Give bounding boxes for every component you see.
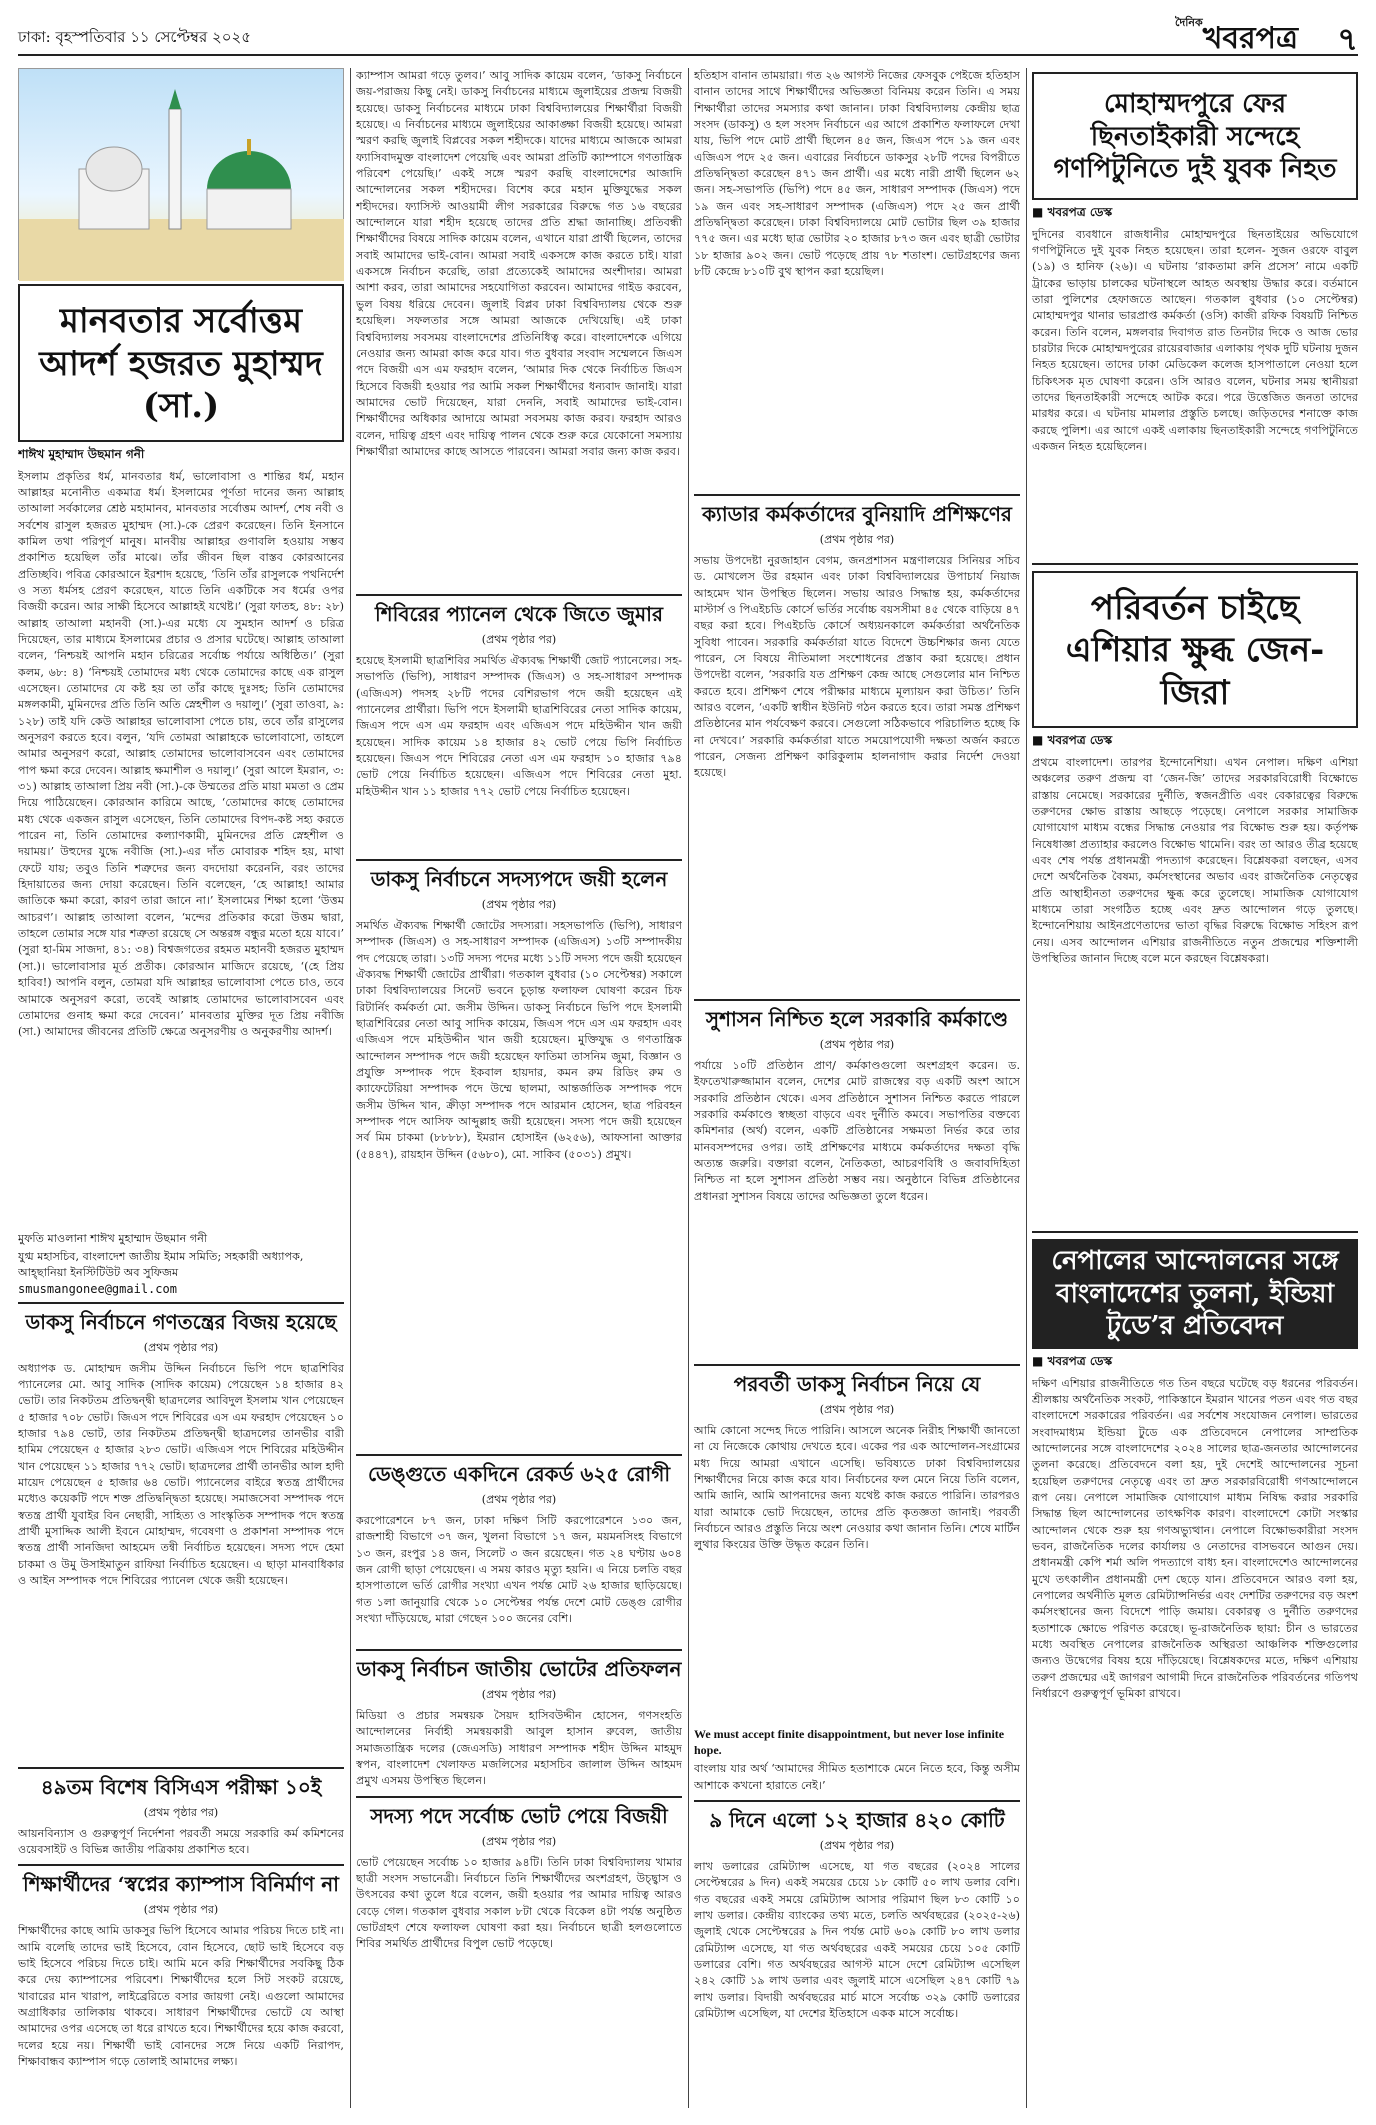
article-headline: মোহাম্মদপুরে ফের ছিনতাইকারী সন্দেহে গণপিটুনিতে দুই যুবক নিহত (1053, 89, 1337, 184)
article-body-continued: বাংলায় যার অর্থ ‘আমাদের সীমিত হতাশাকে মেনে নিতে হবে, কিন্তু অসীম আশাকে কখনো হারাতে নেই।’ (694, 1762, 1020, 1792)
article-headline: ডাকসু নির্বাচন জাতীয় ভোটের প্রতিফলন (356, 1657, 682, 1681)
article-body: সমর্থিত ঐক্যবদ্ধ শিক্ষার্থী জোটের সদস্যরা। সহসভাপতি (ভিপি), সাধারণ সম্পাদক (জিএস) ও সহ-সাধারণ সম্পাদক (এজিএস) ১৩টি সম্পাদকীয় পদ পেয়েছে তারা। ১৩টি সদস্য পদের মধ্যে ১১টি সদস্য পদে জয়ী হয়েছেন ঐক্যবদ্ধ শিক্ষার্থী জোটের প্রার্থীরা। গতকাল বুধবার (১০ সেপ্টেম্বর) সকালে ঢাকা বিশ্ববিদ্যালয়ের সিনেট ভবনে চূড়ান্ত ফলাফল ঘোষণা করেন চিফ রিটার্নিং কর্মকর্তা মো. জসীম উদ্দিন। ডাকসু নির্বাচনে ভিপি পদে ইসলামী ছাত্রশিবিরের নেতা আবু সাদিক কায়েম, জিএস পদে এস এম ফরহাদ এবং এজিএস পদে মহিউদ্দীন খান জয়ী হয়েছেন। মুক্তিযুদ্ধ ও গণতান্ত্রিক আন্দোলন সম্পাদক পদে জয়ী হয়েছেন ফাতিমা তাসনিম জুমা, বিজ্ঞান ও প্রযুক্তি সম্পাদক পদে ইকবাল হায়দার, কমন রুম রিডিং রুম ও ক্যাফেটেরিয়া সম্পাদক পদে উম্মে ছালমা, আন্তর্জাতিক সম্পাদক পদে জসীম উদ্দিন খান, ক্রীড়া সম্পাদক পদে আরমান হোসেন, ছাত্র পরিবহন সম্পাদক পদে আসিফ আব্দুল্লাহ জয়ী হয়েছেন। সদস্য পদে জয়ী হয়েছেন সর্ব মিম চাকমা (৮৮৮৮), ইমরান হোসাইন (৬২৫৬), আফসানা আক্তার (৫৪৪৭), রায়হান উদ্দিন (৫৬৮০), মো. সাকিব (৫০৩১) প্রমুখ। (356, 919, 682, 1161)
article-headline: পরিবর্তন চাইছে এশিয়ার ক্ষুব্ধ জেন-জিরা (1065, 587, 1325, 713)
article-headline: নেপালের আন্দোলনের সঙ্গে বাংলাদেশের তুলনা, ইন্ডিয়া টুডে’র প্রতিবেদন (1032, 1239, 1358, 1349)
article-campus-quote (356, 68, 682, 588)
article-headline: ৯ দিনে এলো ১২ হাজার ৪২০ কোটি (709, 1808, 1005, 1833)
page-header (18, 12, 1358, 56)
article-body: দক্ষিণ এশিয়ার রাজনীতিতে গত তিন বছরে ঘটেছে বড় ধরনের পরিবর্তন। শ্রীলঙ্কায় অর্থনৈতিক সংকট, পাকিস্তানে ইমরান খানের পতন এবং গত বছর বাংলাদেশে সরকারের পরিবর্তন। এর সর্বশেষ সংযোজন নেপাল। ভারতের সংবাদমাধ্যম ইন্ডিয়া টুডে এক প্রতিবেদনে নেপালের সাম্প্রতিক আন্দোলনের সঙ্গে বাংলাদেশের ২০২৪ সালের ছাত্র-জনতার আন্দোলনের তুলনা করেছে। প্রতিবেদনে বলা হয়, দুই দেশেই আন্দোলনের সূচনা হয়েছিল তরুণদের নেতৃত্বে এবং তা দ্রুত সরকারবিরোধী গণআন্দোলনে রূপ নেয়। নেপালে সামাজিক যোগাযোগ মাধ্যম নিষিদ্ধ করার সরকারি সিদ্ধান্ত ছিল আন্দোলনের তাৎক্ষণিক কারণ। বাংলাদেশে কোটা সংস্কার আন্দোলন থেকে শুরু হয় গণঅভ্যুত্থান। নেপালে বিক্ষোভকারীরা সংসদ ভবন, রাজনৈতিক দলের কার্যালয় ও নেতাদের বাসভবনে আগুন দেয়। প্রধানমন্ত্রী কেপি শর্মা অলি পদত্যাগে বাধ্য হন। বাংলাদেশেও আন্দোলনের মুখে তৎকালীন প্রধানমন্ত্রী দেশ ছেড়ে যান। প্রতিবেদনে আরও বলা হয়, নেপালের অর্থনীতি মূলত রেমিট্যান্সনির্ভর এবং দেশটির তরুণদের বড় অংশ কর্মসংস্থানের জন্য বিদেশে পাড়ি জমায়। বেকারত্ব ও দুর্নীতি তরুণদের হতাশাকে ক্ষোভে পরিণত করেছে। ভূ-রাজনৈতিক ছায়া: চীন ও ভারতের মধ্যে অবস্থিত নেপালের রাজনৈতিক অস্থিরতা আঞ্চলিক শক্তিগুলোর জন্যও উদ্বেগের বিষয় হয়ে দাঁড়িয়েছে। বিশ্লেষকদের মতে, দক্ষিণ এশিয়ায় তরুণ প্রজন্মের এই জাগরণ আগামী দিনে রাজনৈতিক পরিবর্তনের গতিপথ নির্ধারণে গুরুত্বপূর্ণ ভূমিকা রাখবে। (1032, 1376, 1358, 1701)
newspaper-page (18, 12, 1358, 2112)
author-signature: মুফতি মাওলানা শাঈখ মুহাম্মাদ উছমান গনী (18, 1231, 208, 1245)
article-headline: শিক্ষার্থীদের ‘স্বপ্নের ক্যাম্পাস বিনির্মাণ না (23, 1872, 339, 1897)
masthead-brand-prefix: দৈনিক (1175, 16, 1203, 29)
article-ducsu-members (356, 867, 682, 1448)
article-body: ভোট পেয়েছেন সর্বোচ্চ ১০ হাজার ৯৪টি। তিনি ঢাকা বিশ্ববিদ্যালয় খামার ছাত্রী সংসদ সভানেত্রী। নির্বাচনে তিনি শিক্ষার্থীদের অংশগ্রহণ, উচ্ছ্বাস ও উৎসবের কথা তুলে ধরে বলেন, জয়ী হওয়ার পর আমার দায়িত্ব আরও বেড়ে গেল। গতকাল বুধবার সকাল ৮টা থেকে বিকেল ৪টা পর্যন্ত অনুষ্ঠিত ভোটগ্রহণ শেষে ফলাফল ঘোষণা করা হয়। নির্বাচনে ছাত্রী হলগুলোতে শিবির সমর্থিত প্রার্থীদের বিপুল ভোট পড়েছে। (356, 1855, 682, 1951)
article-headline: ডেঙ্গুতে একদিনে রেকর্ড ৬২৫ রোগী (367, 1462, 671, 1486)
article-body: করপোরেশনে ৮৭ জন, ঢাকা দক্ষিণ সিটি করপোরেশনে ১৩০ জন, রাজশাহী বিভাগে ৩৭ জন, খুলনা বিভাগে ১৭ জন, ময়মনসিংহ বিভাগে ১৩ জন, রংপুর ১৪ জন, সিলেট ৩ জন রয়েছেন। গত ২৪ ঘণ্টায় ৬০৪ জন রোগী ছাড়া পেয়েছেন। এ সময় কারও মৃত্যু হয়নি। এ নিয়ে চলতি বছর হাসপাতালে ভর্তি রোগীর সংখ্যা এখন পর্যন্ত মোট ২৬ হাজার ছাড়িয়েছে। গত ১লা জানুয়ারি থেকে ১০ সেপ্টেম্বর পর্যন্ত দেশে মোট ডেঙ্গু রোগীর সংখ্যা দাঁড়িয়েছে, মারা গেছেন ১০০ জনের বেশি। (356, 1514, 682, 1626)
article-body: আমি কোনো সন্দেহ দিতে পারিনি। আসলে অনেক নিরীহ শিক্ষার্থী জানতো না যে নিজেকে কোথায় দেখতে হবে। একের পর এক আন্দোলন-সংগ্রামের মধ্য দিয়ে আমরা এখানে এসেছি। ভবিষ্যতে ঢাকা বিশ্ববিদ্যালয়ের শিক্ষার্থীদের নিয়ে কাজ করে যাব। নির্বাচনের ফল মেনে নিয়ে তিনি বলেন, আমি জানি, আমি আপনাদের জন্য যথেষ্ট কাজ করতে পারিনি। তারপরও যারা আমাকে ভোট দিয়েছেন, তাদের প্রতি কৃতজ্ঞতা জানাই। পরবর্তী নির্বাচনে আরও প্রস্তুতি নিয়ে অংশ নেওয়ার কথা জানান তিনি। শেষে মার্টিন লুথার কিংয়ের উক্তি উদ্ধৃত করেন তিনি। (694, 1424, 1020, 1552)
article-body: পর্যায়ে ১০টি প্রতিষ্ঠান প্রাণ/ কর্মকাণ্ডগুলো অংশগ্রহণ করেন। ড. ইফতেখারুজ্জামান বলেন, দেশের মোট রাজস্বের বড় একটি অংশ আসে সরকারি প্রতিষ্ঠান থেকে। এসব প্রতিষ্ঠানে সুশাসন নিশ্চিত করতে পারলে সরকারি কর্মকাণ্ডে স্বচ্ছতা বাড়বে এবং দুর্নীতি কমবে। সভাপতির বক্তব্যে কমিশনার (অর্থ) বলেন, একটি প্রতিষ্ঠানের সক্ষমতা নির্ভর করে তার মানবসম্পদের ওপর। তাই প্রশিক্ষণের মাধ্যমে কর্মকর্তাদের দক্ষতা বৃদ্ধি অত্যন্ত জরুরি। বক্তারা বলেন, নৈতিকতা, আচরণবিধি ও জবাবদিহিতা নিশ্চিত না হলে সুশাসন প্রতিষ্ঠা সম্ভব নয়। অনুষ্ঠানে বিভিন্ন প্রতিষ্ঠানের প্রধানরা সুশাসন বিষয়ে তাদের অভিজ্ঞতা তুলে ধরেন। (694, 1059, 1020, 1203)
article-mohammadpur (1032, 72, 1358, 557)
article-dream-campus (18, 1872, 344, 2125)
continued-label: (প্রথম পৃষ্ঠার পর) (481, 898, 557, 911)
article-islam (18, 68, 344, 1296)
masthead-brand (1175, 14, 1298, 65)
continued-label: (প্রথম পৃষ্ঠার পর) (819, 1038, 895, 1051)
article-body: ক্যাম্পাস আমরা গড়ে তুলব।’ আবু সাদিক কায়েম বলেন, ‘ডাকসু নির্বাচনে জয়-পরাজয় কিছু নেই। ডাকসু নির্বাচনের মাধ্যমে জুলাইয়ের প্রজন্ম বিজয়ী হয়েছে। ডাকসু নির্বাচনের মাধ্যমে ঢাকা বিশ্ববিদ্যালয়ের শিক্ষার্থীরা বিজয়ী হয়েছে। এ নির্বাচনের মাধ্যমে জুলাইয়ের আকাঙ্ক্ষা বিজয়ী হয়েছে। আমরা স্মরণ করছি জুলাই বিপ্লবের সকল শহীদকে। যাদের মাধ্যমে আজকে আমরা ফ্যাসিবাদমুক্ত বাংলাদেশ পেয়েছি এবং আমরা প্রতিটি ক্যাম্পাসে গণতান্ত্রিক পরিবেশ পেয়েছি।’ একই সঙ্গে স্মরণ করছি বাংলাদেশের আজাদি আন্দোলনের সকল শহীদদের। বিশেষ করে মহান মুক্তিযুদ্ধের সকল শহীদদের। ফ্যাসিস্ট আওয়ামী লীগ সরকারের বিরুদ্ধে গত ১৬ বছরের আন্দোলনে যারা শহীদ হয়েছে তাদের প্রতি শ্রদ্ধা জানাচ্ছি। প্রতিবন্ধী শিক্ষার্থীদের বিষয়ে সাদিক কায়েম বলেন, এখানে যারা প্রার্থী ছিলেন, তাদের সবাই আমাদের ভাই-বোন। আমরা সবাই একসঙ্গে কাজ করতে চাই। যারা একসঙ্গে নির্বাচন করেছি, তারা প্রত্যেকেই আমাদের অংশীদার। আমরা আশা করব, তারা আমাদের সহযোগিতা করবেন। আমাদের গাইড করবেন, ভুল বিষয় ধরিয়ে দেবেন। জুলাই বিপ্লব ঢাকা বিশ্ববিদ্যালয় থেকে শুরু হয়েছিল। সফলতার সঙ্গে আমরা আজকে দেখিয়েছি। এই ঢাকা বিশ্ববিদ্যালয় সবসময় বাংলাদেশের প্রতিনিধিত্ব করে। বাংলাদেশকে এগিয়ে নেওয়ার জন্য আমরা কাজ করে যাব। গত বুধবার সংবাদ সম্মেলনে জিএস পদে বিজয়ী এস এম ফরহাদ বলেন, ‘আমার দিক থেকে নির্বাচিত জিএস হিসেবে বিজয়ী হওয়ার পর আমি সকল শিক্ষার্থীদের ধন্যবাদ জানাই। যারা আমাদের ভোট দিয়েছেন, যারা দেননি, সবাই আমাদের ভাই-বোন। শিক্ষার্থীদের অধিকার আদায়ে আমরা সবসময় কাজ করব। ফরহাদ আরও বলেন, দায়িত্ব গ্রহণ এবং দায়িত্ব পালন থেকে শুরু করে যেকোনো সমস্যায় শিক্ষার্থীরা আমাদের কাছে আসতে পারবেন। আমরা সবার জন্য কাজ করব। (356, 69, 682, 458)
article-remittance (694, 1808, 1020, 2109)
article-byline: ■ খবরপত্র ডেস্ক (1032, 204, 1113, 219)
article-headline: ক্যাডার কর্মকর্তাদের বুনিয়াদি প্রশিক্ষণের (702, 502, 1012, 526)
continued-label: (প্রথম পৃষ্ঠার পর) (143, 1903, 219, 1917)
article-genz (1032, 571, 1358, 1226)
mosque-illustration (18, 68, 344, 280)
article-ducsu-democracy (18, 1310, 344, 1761)
continued-label: (প্রথম পৃষ্ঠার পর) (481, 1493, 557, 1506)
continued-label: (প্রথম পৃষ্ঠার পর) (143, 1340, 219, 1354)
divider (18, 1864, 344, 1866)
article-body: সভায় উপদেষ্টা নুরজাহান বেগম, জনপ্রশাসন মন্ত্রণালয়ের সিনিয়র সচিব ড. মোখলেস উর রহমান এবং ঢাকা বিশ্ববিদ্যালয়ের উপাচার্য নিয়াজ আহমেদ খান উপস্থিত ছিলেন। সভায় আরও সিদ্ধান্ত হয়, কর্মকর্তাদের মাস্টার্স ও পিএইচডি কোর্সে ভর্তির সর্বোচ্চ বয়সসীমা ৪৫ থেকে বাড়িয়ে ৪৭ বছর করা হবে। পিএইচডি কোর্সে অধ্যয়নকালে কর্মকর্তারা অর্থনৈতিক সুবিধা পাবেন। সরকারি কর্মকর্তারা যাতে বিদেশে উচ্চশিক্ষার জন্য যেতে পারেন, সে বিষয়ে নীতিমালা সংশোধনের প্রস্তাব করা হয়েছে। প্রধান উপদেষ্টা বলেন, ‘সরকারি যত প্রশিক্ষণ কেন্দ্র আছে সেগুলোর মান নিশ্চিত করতে হবে। প্রশিক্ষণ শেষে পরীক্ষার মাধ্যমে মূল্যায়ন করা উচিত।’ তিনি আরও বলেন, ‘একটি স্বাধীন ইউনিট গঠন করতে হবে। তারা সমস্ত প্রশিক্ষণ প্রতিষ্ঠানের মান পর্যবেক্ষণ করবে। সেগুলো সঠিকভাবে পরিচালিত হচ্ছে কি না দেখবে।’ সরকারি কর্মকর্তারা যাতে সময়োপযোগী দক্ষতা অর্জন করতে পারেন, সেজন্য প্রশিক্ষণ কারিকুলাম হালনাগাদ করার নির্দেশ দেওয়া হয়েছে। (694, 554, 1020, 780)
column-3 (694, 68, 1020, 2109)
divider (356, 859, 682, 861)
continued-label: (প্রথম পৃষ্ঠার পর) (819, 1839, 895, 1853)
divider (694, 1364, 1020, 1366)
divider (356, 1649, 682, 1651)
column-4 (1032, 68, 1358, 2125)
article-body: হতিহাস বানান তাময়ারা। গত ২৬ আগস্ট নিজের ফেসবুক পেইজে হতিহাস বানান তাদের সাথে শিক্ষার্থীদের অভিজ্ঞতা বিনিময় করেন তিনি। এ সময় শিক্ষার্থীরা তাদের সমস্যার কথা জানান। ঢাকা বিশ্ববিদ্যালয় কেন্দ্রীয় ছাত্র সংসদ (ডাকসু) ও হল সংসদ নির্বাচনে এর আগে প্রকাশিত ফলাফলে দেখা যায়, ভিপি পদে মোট প্রার্থী ছিলেন ৪৫ জন, জিএস পদে ১৯ জন এবং এজিএস পদে ২৫ জন। এবারের নির্বাচনে ডাকসুর ২৮টি পদের বিপরীতে প্রতিদ্বন্দ্বিতা করেছেন ৪৭১ জন প্রার্থী। এর মধ্যে নারী প্রার্থী ছিলেন ৬২ জন। সহ-সভাপতি (ভিপি) পদে ৪৫ জন, সাধারণ সম্পাদক (জিএস) পদে ১৯ জন এবং সহ-সাধারণ সম্পাদক (এজিএস) পদে ২৫ জন প্রার্থী প্রতিদ্বন্দ্বিতা করেছেন। ঢাকা বিশ্ববিদ্যালয়ে মোট ভোটার ছিল ৩৯ হাজার ৭৭৫ জন। এর মধ্যে ছাত্র ভোটার ২০ হাজার ৮৭৩ জন এবং ছাত্রী ভোটার ১৮ হাজার ৯০২ জন। ভোট পড়েছে প্রায় ৭৮ শতাংশ। ভোটগ্রহণের জন্য ৮টি কেন্দ্রে ৮১০টি বুথ স্থাপন করা হয়েছিল। (694, 69, 1020, 279)
continued-label: (প্রথম পৃষ্ঠার পর) (481, 1688, 557, 1701)
article-byline: ■ খবরপত্র ডেস্ক (1032, 733, 1113, 747)
divider (18, 1302, 344, 1304)
continued-label: (প্রথম পৃষ্ঠার পর) (481, 1834, 557, 1848)
divider (1032, 563, 1358, 565)
article-body: প্রথমে বাংলাদেশ। তারপর ইন্দোনেশিয়া। এখন নেপাল। দক্ষিণ এশিয়া অঞ্চলের তরুণ প্রজন্ম বা ‘জেন-জি’ তাদের সরকারবিরোধী বিক্ষোভে রাস্তায় নেমেছে। সরকারের দুর্নীতি, স্বজনপ্রীতি এবং বেকারত্বের বিরুদ্ধে তরুণদের ক্ষোভ রাস্তায় আছড়ে পড়েছে। নেপালে সরকার সামাজিক যোগাযোগ মাধ্যম বন্ধের সিদ্ধান্ত নেওয়ার পর বিক্ষোভ শুরু হয়। কর্তৃপক্ষ নিষেধাজ্ঞা প্রত্যাহার করলেও বিক্ষোভ থামেনি। বরং তা আরও তীব্র হয়েছে এবং শেষ পর্যন্ত প্রধানমন্ত্রী পদত্যাগ করেছেন। বিশ্লেষকরা বলছেন, এসব দেশে অর্থনৈতিক বৈষম্য, কর্মসংস্থানের অভাব এবং রাজনৈতিক নেতৃত্বের প্রতি আস্থাহীনতা তরুণদের ক্ষুব্ধ করে তুলেছে। সামাজিক যোগাযোগ মাধ্যমে তারা সংগঠিত হচ্ছে এবং দ্রুত আন্দোলন গড়ে তুলছে। ইন্দোনেশিয়ায় আইনপ্রণেতাদের ভাতা বৃদ্ধির বিরুদ্ধে বিক্ষোভ সহিংস রূপ নেয়। এসব আন্দোলন এশিয়ার রাজনীতিতে নতুন প্রজন্মের শক্তিশালী উপস্থিতির জানান দিচ্ছে বলে মনে করছেন বিশ্লেষকরা। (1032, 756, 1358, 966)
mosque-dome-icon (19, 69, 344, 281)
article-good-governance (694, 1007, 1020, 1358)
article-body: হয়েছে ইসলামী ছাত্রশিবির সমর্থিত ঐক্যবদ্ধ শিক্ষার্থী জোট প্যানেলের। সহ-সভাপতি (ভিপি), সাধারণ সম্পাদক (জিএস) ও সহ-সাধারণ সম্পাদক (এজিএস) পদসহ ২৮টি পদের বেশিরভাগ পদে জয়ী হয়েছেন এই প্যানেলের প্রার্থীরা। ভিপি পদে ইসলামী ছাত্রশিবিরের নেতা সাদিক কায়েম, জিএস পদে এস এম ফরহাদ এবং এজিএস পদে মহিউদ্দীন খান জয়ী হয়েছেন। সাদিক কায়েম ১৪ হাজার ৪২ ভোট পেয়ে ভিপি নির্বাচিত হয়েছেন। জিএস পদে শিবিরের নেতা এস এম ফরহাদ ১০ হাজার ৭৯৪ ভোট পেয়ে নির্বাচিত হয়েছেন। এজিএস পদে শিবিরের নেতা মুহা. মহিউদ্দীন খান ১১ হাজার ৭৭২ ভোট পেয়ে নির্বাচিত হয়েছেন। (356, 654, 682, 798)
author-email: smusmangonee@gmail.com (18, 1281, 177, 1296)
article-body: অধ্যাপক ড. মোহাম্মদ জসীম উদ্দিন নির্বাচনে ভিপি পদে ছাত্রশিবির প্যানেলের মো. আবু সাদিক (সাদিক কায়েম) পেয়েছেন ১৪ হাজার ৪২ ভোট। তার নিকটতম প্রতিদ্বন্দ্বী ছাত্রদলের আবিদুল ইসলাম খান পেয়েছেন ৫ হাজার ৭০৮ ভোট। জিএস পদে শিবিরের এস এম ফরহাদ পেয়েছেন ১০ হাজার ৭৯৪ ভোট, তার নিকটতম প্রতিদ্বন্দ্বী ছাত্রদলের তানভীর বারী হামিম পেয়েছেন ৫ হাজার ২৮৩ ভোট। এজিএস পদে শিবিরের মহিউদ্দীন খান পেয়েছেন ১১ হাজার ৭৭২ ভোট। ছাত্রদলের প্রার্থী তানভীর আল হাদী মায়েদ পেয়েছেন ৫ হাজার ৬৪ ভোট। প্যানেলের বাইরে স্বতন্ত্র প্রার্থীদের মধ্যেও কয়েকটি পদে শক্ত প্রতিদ্বন্দ্বিতা হয়েছে। সমাজসেবা সম্পাদক পদে স্বতন্ত্র প্রার্থী যুবাইর বিন নেছারী, সাহিত্য ও সাংস্কৃতিক সম্পাদক পদে স্বতন্ত্র প্রার্থী মুসাদ্দিক আলী ইবনে মোহাম্মদ, গবেষণা ও প্রকাশনা সম্পাদক পদে স্বতন্ত্র প্রার্থী সানজিদা আহমেদ তন্বী নির্বাচিত হয়েছেন। সদস্য পদে হেমা চাকমা ও উমু উসাইমাতুন রাফিয়া নির্বাচিত হয়েছেন। এ ছাড়া মানবাধিকার ও আইন সম্পাদক পদে শিবিরের প্যানেল থেকে জয়ী হয়েছেন। (18, 1361, 344, 1587)
article-shibir-jumar (356, 602, 682, 853)
headline-box (1032, 571, 1358, 729)
article-bcs (18, 1775, 344, 1859)
divider (694, 1800, 1020, 1802)
article-headline: পরবর্তী ডাকসু নির্বাচন নিয়ে যে (733, 1372, 981, 1396)
column-1 (18, 68, 344, 2125)
divider (356, 1454, 682, 1456)
article-dengue (356, 1462, 682, 1643)
headline-box (18, 284, 344, 442)
article-ducsu-national (356, 1657, 682, 1790)
divider (356, 594, 682, 596)
issue-date: ঢাকা: বৃহস্পতিবার ১১ সেপ্টেম্বর ২০২৫ (18, 28, 251, 46)
column-rule (688, 68, 689, 2108)
article-headline: সদস্য পদে সর্বোচ্চ ভোট পেয়ে বিজয়ী (370, 1803, 668, 1828)
article-headline: ৪৯তম বিশেষ বিসিএস পরীক্ষা ১০ই (40, 1774, 322, 1799)
article-headline: শিবিরের প্যানেল থেকে জিতে জুমার (375, 602, 663, 626)
article-headline: সুশাসন নিশ্চিত হলে সরকারি কর্মকাণ্ডে (705, 1007, 1009, 1031)
article-headline: মানবতার সর্বোত্তম আদর্শ হজরত মুহাম্মদ (সা.) (39, 301, 323, 426)
continued-label: (প্রথম পৃষ্ঠার পর) (819, 533, 895, 546)
masthead-brand-name: খবরপত্র (1202, 21, 1298, 56)
article-body: মিডিয়া ও প্রচার সমন্বয়ক সৈয়দ হাসিবউদ্দীন হোসেন, গণসংহতি আন্দোলনের নির্বাহী সমন্বয়কারী আবুল হাসান রুবেল, জাতীয় সমাজতান্ত্রিক দলের (জেএসডি) সাধারণ সম্পাদক শহীদ উদ্দিন মাহমুদ স্বপন, বাংলাদেশ খেলাফত মজলিসের মহাসচিব জালাল উদ্দিন আহমদ প্রমুখ এসময় উপস্থিত ছিলেন। (356, 1709, 682, 1788)
author-affiliation: যুগ্ম মহাসচিব, বাংলাদেশ জাতীয় ইমাম সমিতি; সহকারী অধ্যাপক, আহ্ছানিয়া ইনস্টিটিউট অব সুফিজম (18, 1249, 304, 1280)
article-byline: ■ খবরপত্র ডেস্ক (1032, 1353, 1113, 1368)
article-body: লাখ ডলারের রেমিট্যান্স এসেছে, যা গত বছরের (২০২৪ সালের সেপ্টেম্বরের ৯ দিন) একই সময়ের চেয়ে ১৮ কোটি ৫০ লাখ ডলার বেশি। গত বছরের একই সময়ে রেমিট্যান্স আসার পরিমাণ ছিল ৮৩ কোটি ১০ লাখ ডলার। কেন্দ্রীয় ব্যাংকের তথ্য মতে, চলতি অর্থবছরের (২০২৫-২৬) জুলাই থেকে সেপ্টেম্বরের ৯ দিন পর্যন্ত মোট ৬০৯ কোটি ৮০ লাখ ডলার রেমিট্যান্স এসেছে, যা গত অর্থবছরের একই সময়ের চেয়ে ১০৫ কোটি ডলারের বেশি। গত অর্থবছরের আগস্ট মাসে দেশে রেমিট্যান্স এসেছিল ২৪২ কোটি ১৯ লাখ ডলার এবং জুলাই মাসে এসেছিল ২৪৭ কোটি ৭৯ লাখ ডলার। বিদায়ী অর্থবছরের মার্চ মাসে সর্বোচ্চ ৩২৯ কোটি ডলারের রেমিট্যান্স এসেছিল, যা দেশের ইতিহাসে একক মাসে সর্বোচ্চ। (694, 1860, 1020, 2021)
divider (694, 494, 1020, 496)
article-highest-vote (356, 1804, 682, 1995)
article-cadre (694, 502, 1020, 993)
continued-label: (প্রথম পৃষ্ঠার পর) (481, 633, 557, 646)
divider (1032, 1231, 1358, 1233)
column-rule (350, 68, 351, 2108)
article-campus-history (694, 68, 1020, 488)
continued-label: (প্রথম পৃষ্ঠার পর) (143, 1805, 219, 1819)
english-quote: We must accept finite disappointment, but never lose infinite hope. (694, 1727, 1005, 1758)
headline-box (1032, 72, 1358, 200)
article-headline: ডাকসু নির্বাচনে গণতন্ত্রের বিজয় হয়েছে (25, 1309, 337, 1334)
column-2 (356, 68, 682, 1995)
article-byline: শাঈখ মুহাম্মাদ উছমান গনী (18, 446, 145, 461)
article-headline: ডাকসু নির্বাচনে সদস্যপদে জয়ী হলেন (370, 867, 668, 891)
article-body: আয়নবিন্যাস ও গুরুত্বপূর্ণ নির্দেশনা পরবর্তী সময়ে সরকারি কর্ম কমিশনের ওয়েবসাইট ও বিভিন্ন জাতীয় পত্রিকায় প্রকাশিত হবে। (18, 1826, 344, 1856)
article-body: দুদিনের ব্যবধানে রাজধানীর মোহাম্মদপুরে ছিনতাইয়ের অভিযোগে গণপিটুনিতে দুই যুবক নিহত হয়েছেন। তারা হলেন- সুজন ওরফে বাবুল (১৯) ও হানিফ (২৬)। এ ঘটনায় ‘রাকতামা রুনি প্রসেস’ নামে একটি ট্রাকের ভাড়ায় চালকের ঘটনাস্থলে আহত অবস্থায় উদ্ধার করে। বর্তমানে তারা পুলিশের হেফাজতে আছেন। গতকাল বুধবার (১০ সেপ্টেম্বর) মোহাম্মদপুর থানার ভারপ্রাপ্ত কর্মকর্তা (ওসি) কাজী রফিক বিষয়টি নিশ্চিত করেন। তিনি বলেন, মঙ্গলবার দিবাগত রাত তিনটার দিকে ও আজ ভোর চারটার দিকে মোহাম্মদপুরের রায়েরবাজার এলাকায় পৃথক দুটি ঘটনায় দুজন নিহত হয়েছেন। তাদের ঢাকা মেডিকেল কলেজ হাসপাতালে নেওয়া হলে চিকিৎসক মৃত ঘোষণা করেন। ওসি আরও বলেন, ঘটনার সময় স্থানীয়রা তাদের ছিনতাইকারী সন্দেহে আটক করে। পরে উত্তেজিত জনতা তাদের মারধর করে। এ ঘটনায় মামলার প্রস্তুতি চলছে। জড়িতদের শনাক্তে কাজ করছে পুলিশ। এর আগে একই এলাকায় ছিনতাইকারী সন্দেহে গণপিটুনিতে একজন নিহত হয়েছিলেন। (1032, 227, 1358, 453)
divider (694, 999, 1020, 1001)
article-nepal (1032, 1239, 1358, 2125)
column-rule (1026, 68, 1027, 2108)
article-body: শিক্ষার্থীদের কাছে আমি ডাকসুর ভিপি হিসেবে আমার পরিচয় দিতে চাই না। আমি বলেছি তাদের ভাই হিসেবে, বোন হিসেবে, ছোট ভাই হিসেবে বড় ভাই হিসেবে পরিচয় দিতে চাই। আমি মনে করি শিক্ষার্থীদের সবকিছু ঠিক করে দেয় ক্যাম্পাসের পরিবেশ। শিক্ষার্থীদের হলে সিট সংকট রয়েছে, খাবারের মান খারাপ, লাইব্রেরিতে বসার জায়গা নেই। এগুলো আমাদের অগ্রাধিকার তালিকায় থাকবে। সাধারণ শিক্ষার্থীদের ভোটে যে আস্থা আমাদের ওপর এসেছে তা ধরে রাখতে হবে। শিক্ষার্থীদের হয়ে কাজ করবো, দলের হয়ে নয়। শিক্ষার্থী ভাই বোনদের সঙ্গে নিয়ে একটি নিরাপদ, শিক্ষাবান্ধব ক্যাম্পাস গড়ে তোলাই আমাদের লক্ষ্য। (18, 1924, 344, 2068)
divider (356, 1796, 682, 1798)
page-number: ৭ (1337, 20, 1358, 58)
article-next-ducsu (694, 1372, 1020, 1794)
article-body: ইসলাম প্রকৃতির ধর্ম, মানবতার ধর্ম, ভালোবাসা ও শান্তির ধর্ম, মহান আল্লাহর মনোনীত একমাত্র ধর্ম। ইসলামের পূর্ণতা দানের জন্য আল্লাহ তাআলা সর্বকালের শ্রেষ্ঠ মহামানব, মানবতার সর্বোত্তম আদর্শ, শেষ নবী ও সর্বশেষ রাসুল হজরত মুহাম্মদ (সা.)-কে প্রেরণ করেছেন। তিনি ইনসানে কামিল তথা পরিপূর্ণ মানুষ। মানবীয় আল্লাহর গুণাবলি হওয়ায় সম্ভব প্রকাশিত হয়েছিল তাঁর মাঝে। তাঁর জীবন ছিল বাস্তব কোরআনের প্রতিচ্ছবি। পবিত্র কোরআনে ইরশাদ হয়েছে, ‘তিনি তাঁর রাসুলকে পথনির্দেশ ও সত্য ধর্মসহ প্রেরণ করেছেন, যাতে তিনি একটিকে সব ধর্মের ওপর বিজয়ী করেন। আর সাক্ষী হিসেবে আল্লাহই যথেষ্ট।’ (সুরা ফাতহ, ৪৮: ২৮) আল্লাহ তাআলা মহানবী (সা.)-এর মধ্যে যে সুমহান আদর্শ ও চরিত্র দিয়েছেন, তার মাধ্যমে ইসলামের প্রচার ও প্রসার ঘটেছে। আল্লাহ তাআলা বলেন, ‘নিশ্চয়ই আপনি মহান চরিত্রের সর্বোচ্চ পর্যায়ে অধিষ্ঠিত।’ (সুরা কলম, ৬৮: ৪) ‘নিশ্চয়ই তোমাদের মধ্য থেকে তোমাদের কাছে এক রাসুল এসেছেন। তোমাদের যে কষ্ট হয় তা তাঁর কাছে দুঃসহ; তিনি তোমাদের মঙ্গলকামী, মুমিনদের প্রতি তিনি অতি স্নেহশীল ও দয়ালু।’ (সুরা তাওবা, ৯: ১২৮) তাই যদি কেউ আল্লাহর ভালোবাসা পেতে চায়, তবে তাঁর রাসুলের অনুসরণ করতে হবে। বলুন, ‘যদি তোমরা আল্লাহকে ভালোবাসো, তাহলে আমার অনুসরণ করো, আল্লাহ তোমাদের ভালোবাসবেন এবং তোমাদের পাপ ক্ষমা করে দেবেন। আল্লাহ ক্ষমাশীল ও দয়ালু।’ (সুরা আলে ইমরান, ৩: ৩১) আল্লাহ তাআলা প্রিয় নবী (সা.)-কে উম্মতের প্রতি মায়া মমতা ও প্রেম দিয়ে পাঠিয়েছেন। কোরআন কারিমে আছে, ‘তোমাদের কাছে তোমাদের মধ্য থেকে একজন রাসুল এসেছেন, তিনি তোমাদের বিপদ-কষ্ট সহ্য করতে পারেন না, তিনি তোমাদের কল্যাণকামী, মুমিনদের প্রতি স্নেহশীল ও দয়াময়।’ উহুদের যুদ্ধে নবীজি (সা.)-এর দাঁত মোবারক শহিদ হয়, মাথা ফেটে যায়; তবুও তিনি শত্রুদের জন্য বদদোয়া করেননি, বরং তাদের হিদায়াতের জন্য দোয়া করেছেন। তিনি বলেছেন, ‘হে আল্লাহ! আমার জাতিকে ক্ষমা করো, কারণ তারা জানে না।’ ইসলামের শিক্ষা হলো ‘উত্তম আচরণ’। আল্লাহ তাআলা বলেন, ‘মন্দের প্রতিকার করো উত্তম দ্বারা, তাহলে তোমার সঙ্গে যার শত্রুতা রয়েছে সে অন্তরঙ্গ বন্ধুর মতো হয়ে যাবে।’ (সুরা হা-মিম সাজদা, ৪১: ৩৪) বিশ্বজগতের রহমত মহানবী হজরত মুহাম্মদ (সা.)। ভালোবাসার মূর্ত প্রতীক। কোরআন মাজিদে রয়েছে, ‘(হে প্রিয় হাবিব!) আপনি বলুন, তোমরা যদি আল্লাহর ভালোবাসা পেতে চাও, তবে আমাকে অনুসরণ করো, তবেই আল্লাহ তোমাদের ভালোবাসবেন এবং তোমাদের গুনাহ ক্ষমা করে দেবেন।’ মানবতার মুক্তির দূত প্রিয় নবীজি (সা.) আমাদের জীবনের প্রতিটি ক্ষেত্রে অনুসরণীয় ও অনুকরণীয় আদর্শ। (18, 469, 344, 1039)
divider (18, 1767, 344, 1769)
continued-label: (প্রথম পৃষ্ঠার পর) (819, 1403, 895, 1416)
